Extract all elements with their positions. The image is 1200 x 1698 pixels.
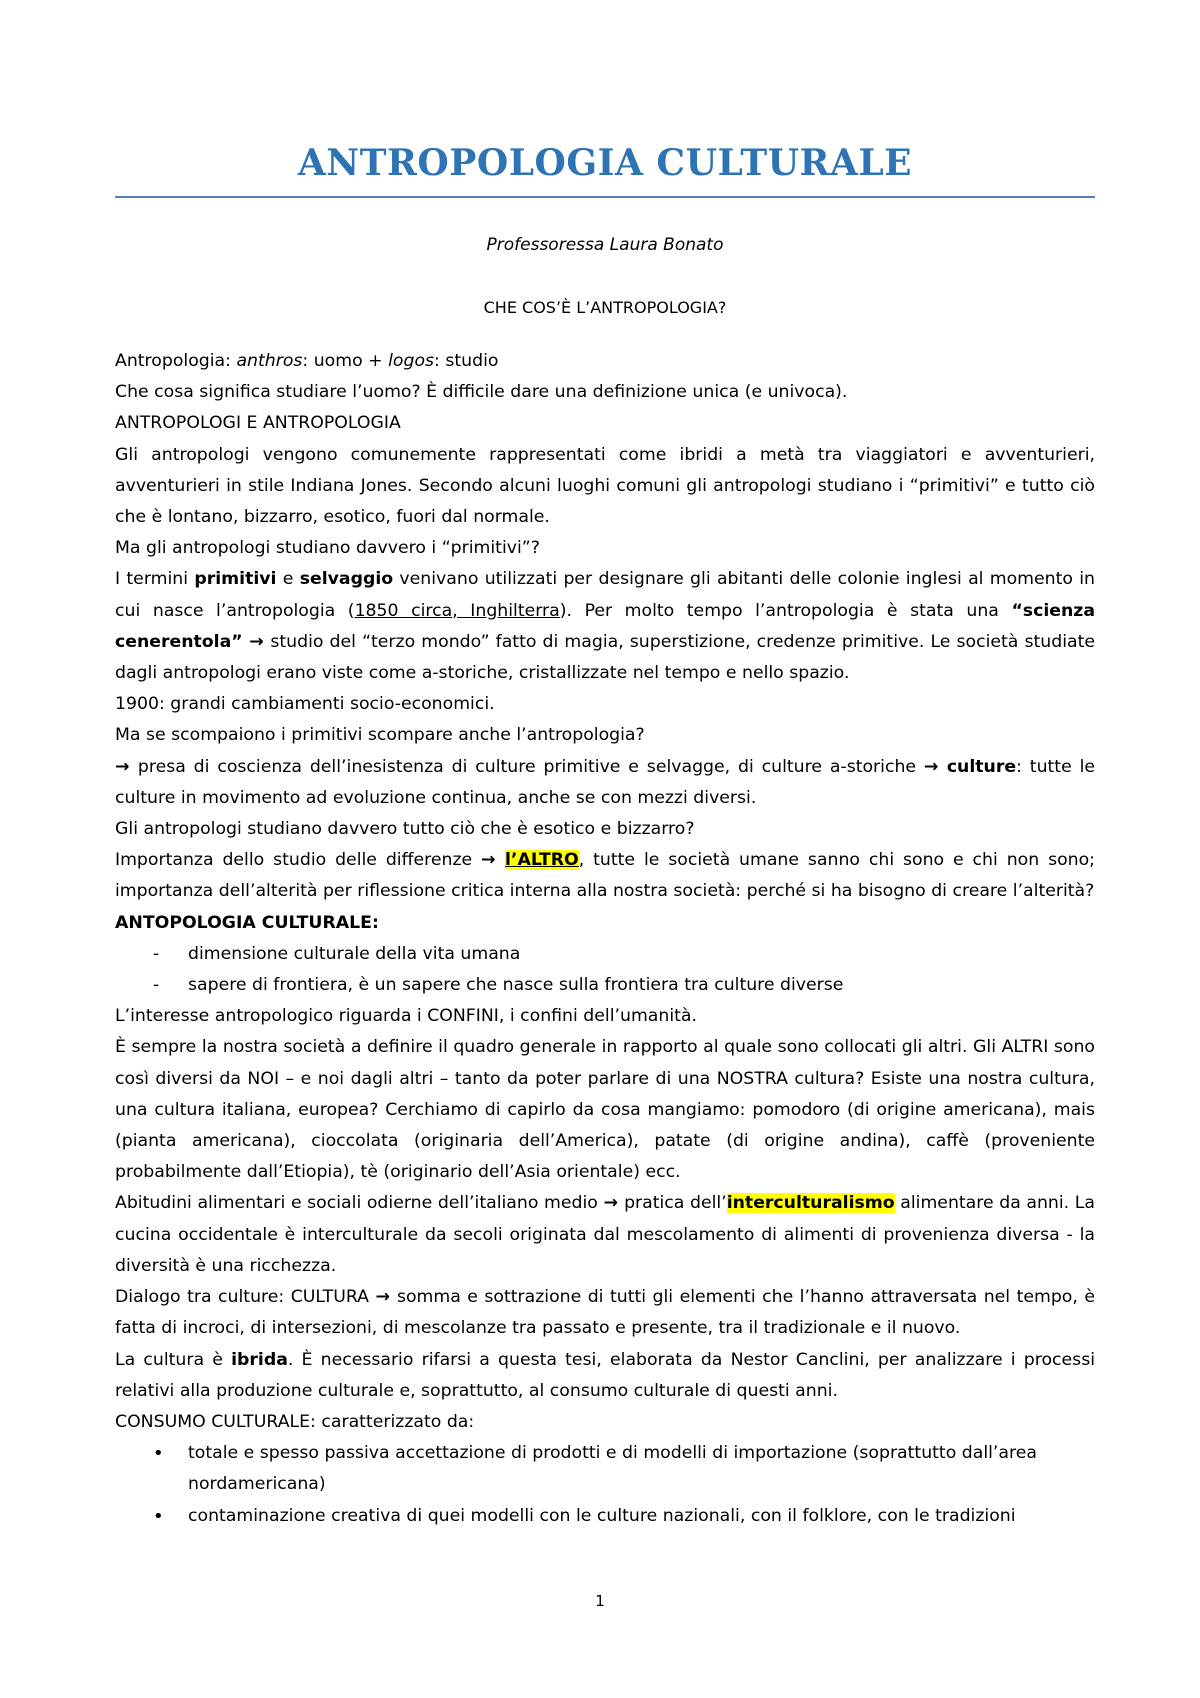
list-item: • totale e spesso passiva accettazione di prodotti e di modelli di importazione (soprattutto dall’area nordamericana) — [115, 1438, 1095, 1500]
subheading-consumo: CONSUMO CULTURALE: caratterizzato da: — [115, 1411, 475, 1432]
paragraph-abitudini: Abitudini alimentari e sociali odierne dell’italiano medio → pratica dell’interculturalismo alimentare da anni. La cucina occidentale è interculturale da secoli originata dal mescolamento di alimenti di provenienza diversa - la diversità è una ricchezza. — [115, 1193, 1096, 1276]
paragraph-esotico: Gli antropologi studiano davvero tutto ciò che è esotico e bizzarro? — [115, 819, 695, 840]
paragraph-scompaiono: Ma se scompaiono i primitivi scompare anche l’antropologia? — [115, 725, 645, 746]
highlight-altro: l’ALTRO — [504, 850, 579, 871]
arrow-icon: → — [481, 850, 505, 871]
document-body — [115, 346, 1095, 1532]
bullet-list — [115, 1438, 1095, 1532]
document-title: ANTROPOLOGIA CULTURALE — [297, 142, 913, 184]
date-link: 1850 circa, Inghilterra — [354, 600, 560, 621]
paragraph-dialogo: Dialogo tra culture: CULTURA → somma e sottrazione di tutti gli elementi che l’hanno attraversata nel tempo, è fatta di incroci, di intersezioni, di mescolanze tra passato e presente, tra il tradizionale e il nuovo. — [115, 1287, 1095, 1339]
paragraph-ma-primitivi: Ma gli antropologi studiano davvero i “primitivi”? — [115, 538, 540, 559]
paragraph-1900: 1900: grandi cambiamenti socio-economici. — [115, 694, 495, 715]
arrow-icon: → — [603, 1193, 625, 1214]
title-divider — [115, 196, 1095, 198]
arrow-icon: → — [375, 1287, 397, 1308]
arrow-icon: → — [923, 756, 947, 777]
arrow-icon: → — [115, 756, 138, 777]
list-item: • contaminazione creativa di quei modelli con le culture nazionali, con il folklore, con le tradizioni — [115, 1501, 1095, 1532]
paragraph-termini: I termini primitivi e selvaggio venivano utilizzati per designare gli abitanti delle colonie inglesi al momento in cui nasce l’antropologia (1850 circa, Inghilterra). Per molto tempo l’antropologia è stata una “scienza cenerentola” → studio del “terzo mondo” fatto di magia, superstizione, credenze primitive. Le società studiate dagli antropologi erano viste come a-storiche, cristallizzate nel tempo e nello spazio. — [115, 569, 1096, 684]
paragraph-ibrida: La cultura è ibrida. È necessario rifarsi a questa tesi, elaborata da Nestor Canclini, per analizzare i processi relativi alla produzione culturale e, soprattutto, al consumo culturale di questi anni. — [115, 1349, 1095, 1401]
subheading-antropologi: ANTROPOLOGI E ANTROPOLOGIA — [115, 413, 401, 434]
paragraph-question: Che cosa significa studiare l’uomo? È difficile dare una definizione unica (e univoca). — [115, 382, 848, 403]
subheading-antopologia: ANTOPOLOGIA CULTURALE: — [115, 912, 379, 933]
paragraph-importanza: Importanza dello studio delle differenze → l’ALTRO, tutte le società umane sanno chi sono e chi non sono; importanza dell’alterità per riflessione critica interna alla nostra società: perché si ha bisogno di creare l’alterità? — [115, 850, 1095, 902]
list-item: - dimensione culturale della vita umana — [115, 939, 1095, 970]
paragraph-confini: L’interesse antropologico riguarda i CONFINI, i confini dell’umanità. — [115, 1006, 697, 1027]
paragraph-ibridi: Gli antropologi vengono comunemente rappresentati come ibridi a metà tra viaggiatori e avventurieri, avventurieri in stile Indiana Jones. Secondo alcuni luoghi comuni gli antropologi studiano i “primitivi” e tutto ciò che è lontano, bizzarro, esotico, fuori dal normale. — [115, 444, 1095, 528]
highlight-interculturalismo: interculturalismo — [726, 1193, 895, 1214]
dash-list — [115, 939, 1095, 1001]
document-subtitle: Professoressa Laura Bonato — [486, 235, 724, 255]
paragraph-coscienza: → presa di coscienza dell’inesistenza di culture primitive e selvagge, di culture a-storiche → culture: tutte le culture in movimento ad evoluzione continua, anche se con mezzi diversi. — [115, 756, 1096, 808]
paragraph-etymology: Antropologia: anthros: uomo + logos: studio — [115, 351, 499, 371]
page-number: 1 — [595, 1592, 605, 1610]
list-item: - sapere di frontiera, è un sapere che nasce sulla frontiera tra culture diverse — [115, 970, 1095, 1001]
paragraph-sempre: È sempre la nostra società a definire il quadro generale in rapporto al quale sono collocati gli altri. Gli ALTRI sono così diversi da NOI – e noi dagli altri – tanto da poter parlare di una NOSTRA cultura? Esiste una nostra cultura, una cultura italiana, europea? Cerchiamo di capirlo da cosa mangiamo: pomodoro (di origine americana), mais (pianta americana), cioccolata (originaria dell’America), patate (di origine andina), caffè (proveniente probabilmente dall’Etiopia), tè (originario dell’Asia orientale) ecc. — [115, 1037, 1095, 1183]
arrow-icon: → — [242, 631, 271, 652]
section-heading: CHE COS’È L’ANTROPOLOGIA? — [483, 298, 727, 317]
